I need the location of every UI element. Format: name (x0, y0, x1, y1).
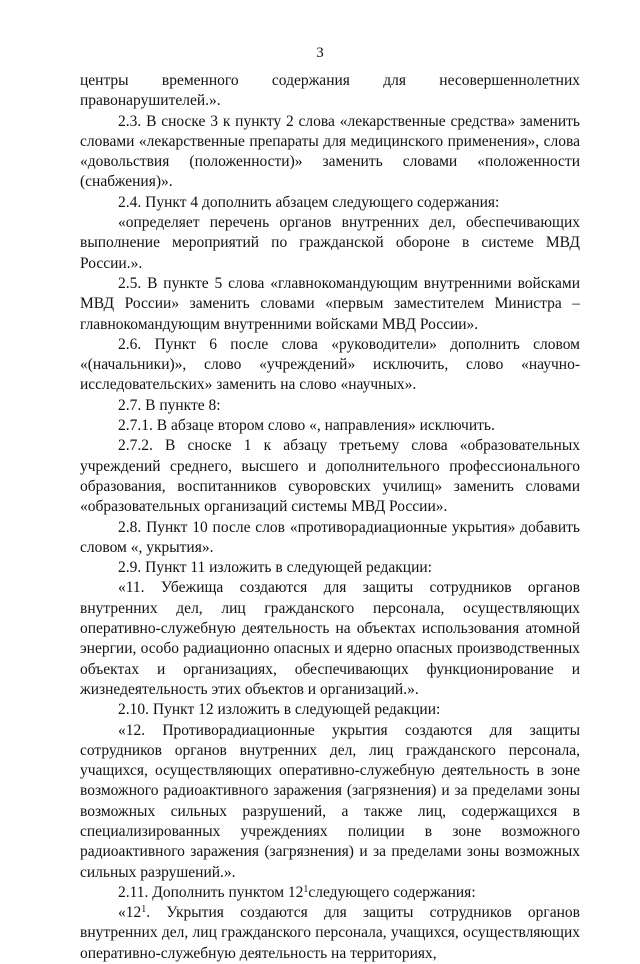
paragraph-2-7-2: 2.7.2. В сноске 1 к абзацу третьему слова «образовательных учреждений среднего, высшего и дополнительного профессионального образования, воспитанников суворовских училищ» заменить словами «образовательных организаций системы МВД России». (80, 437, 580, 516)
page-number: 3 (316, 45, 324, 61)
paragraph-2-3: 2.3. В сноске 3 к пункту 2 слова «лекарственные средства» заменить словами «лекарственные препараты для медицинского применения», слова «довольствия (положенности)» заменить словами «положенности (снабжения)». (80, 112, 580, 191)
paragraph-continuation: центры временного содержания для несовершеннолетних правонарушителей.». (80, 72, 580, 110)
superscript-one: 1 (141, 904, 147, 916)
paragraph-2-9: 2.9. Пункт 11 изложить в следующей редакции: (118, 559, 432, 577)
paragraph-2-6: 2.6. Пункт 6 после слова «руководители» дополнить словом «(начальники)», слово «учреждений» исключить, слово «научно-исследовательских» заменить на слово «научных». (80, 335, 580, 394)
paragraph-2-5: 2.5. В пункте 5 слова «главнокомандующим внутренними войсками МВД России» заменить словами «первым заместителем Министра – главнокомандующим внутренними войсками МВД России». (80, 274, 580, 333)
paragraph-12-1-quote (80, 903, 580, 964)
paragraph-2-11 (80, 883, 580, 903)
paragraph-2-7-1: 2.7.1. В абзаце втором слово «, направления» исключить. (118, 417, 495, 435)
paragraph-2-9-quote: «11. Убежища создаются для защиты сотрудников органов внутренних дел, лиц гражданского персонала, осуществляющих оперативно-служебную деятельность на объектах использования атомной энергии, особо радиационно опасных и ядерно опасных производственных объектах и организациях, обеспечивающих функционирование и жизнедеятельность этих объектов и организаций.». (80, 579, 580, 698)
document-body (80, 71, 580, 964)
paragraph-2-4-quote: «определяет перечень органов внутренних дел, обеспечивающих выполнение мероприятий по гражданской обороне в системе МВД России.». (80, 214, 580, 272)
paragraph-2-8: 2.8. Пункт 10 после слов «противорадиационные укрытия» добавить словом «, укрытия». (80, 518, 580, 556)
paragraph-2-7: 2.7. В пункте 8: (118, 396, 221, 414)
paragraph-2-4: 2.4. Пункт 4 дополнить абзацем следующего содержания: (118, 193, 500, 211)
paragraph-12-1-number: «12 (118, 904, 142, 922)
paragraph-2-11-text: 2.11. Дополнить пунктом 12 (118, 883, 304, 901)
superscript-one: 1 (303, 883, 309, 895)
paragraph-2-11-tail: следующего содержания: (308, 883, 476, 901)
paragraph-2-10-quote: «12. Противорадиационные укрытия создаются для защиты сотрудников органов внутренних дел, лиц гражданского персонала, учащихся, осуществляющих оперативно-служебную деятельность в зоне возможного радиоактивного заражения (загрязнения) и за пределами зоны возможных сильных разрушений, а также лиц, содержащихся в специализированных учреждениях полиции в зоне возможного радиоактивного заражения (загрязнения) и за пределами зоны возможных сильных разрушений.». (80, 721, 580, 881)
paragraph-12-1-text: . Укрытия создаются для защиты сотрудников органов внутренних дел, лиц гражданского персонала, учащихся, осуществляющих оперативно-служебную деятельность на территориях, (80, 904, 580, 962)
paragraph-2-10: 2.10. Пункт 12 изложить в следующей редакции: (118, 701, 441, 719)
